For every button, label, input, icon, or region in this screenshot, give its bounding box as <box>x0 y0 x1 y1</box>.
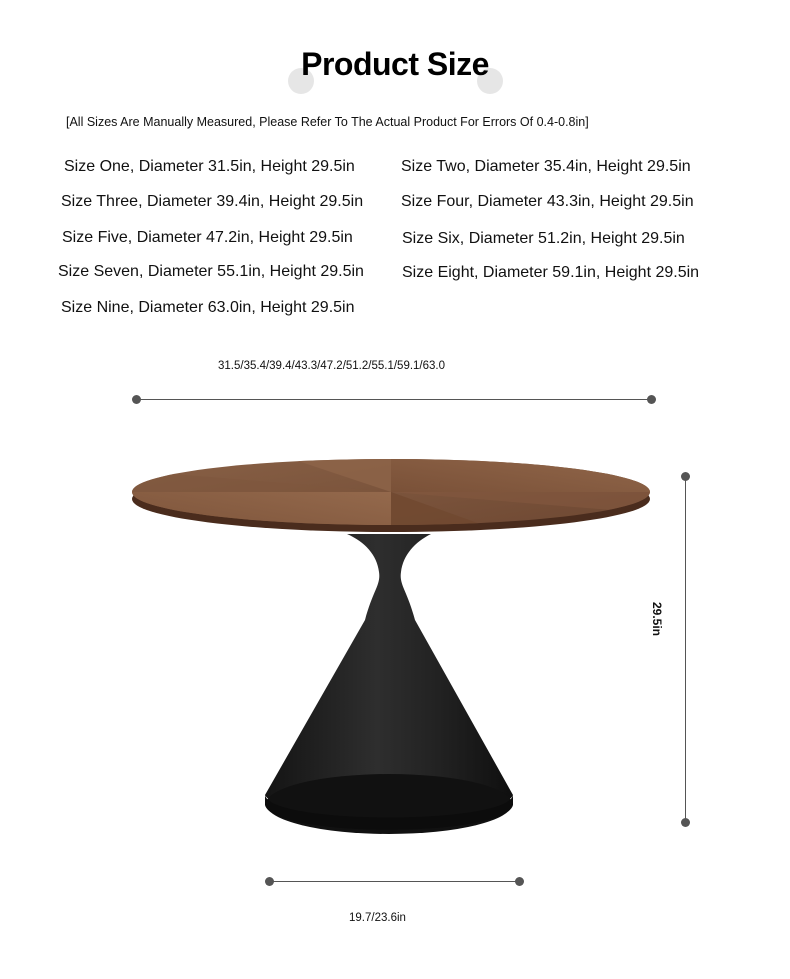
base-diameter-endpoint-right <box>515 877 524 886</box>
base-diameter-endpoint-left <box>265 877 274 886</box>
page-title: Product Size <box>301 46 489 82</box>
top-diameter-endpoint-right <box>647 395 656 404</box>
height-endpoint-top <box>681 472 690 481</box>
base-diameter-line <box>269 881 519 882</box>
measurement-note: [All Sizes Are Manually Measured, Please Refer To The Actual Product For Errors Of 0.4-0.8in] <box>66 115 589 129</box>
size-item-seven: Size Seven, Diameter 55.1in, Height 29.5in <box>58 263 364 280</box>
size-item-one: Size One, Diameter 31.5in, Height 29.5in <box>64 158 355 175</box>
height-endpoint-bottom <box>681 818 690 827</box>
base-diameter-label: 19.7/23.6in <box>349 912 406 924</box>
top-diameter-endpoint-left <box>132 395 141 404</box>
size-item-nine: Size Nine, Diameter 63.0in, Height 29.5in <box>61 299 355 316</box>
top-diameter-line <box>136 399 652 400</box>
size-item-six: Size Six, Diameter 51.2in, Height 29.5in <box>402 230 685 247</box>
size-item-four: Size Four, Diameter 43.3in, Height 29.5in <box>401 193 694 210</box>
height-label: 29.5in <box>650 601 665 637</box>
height-line <box>685 476 686 822</box>
size-item-three: Size Three, Diameter 39.4in, Height 29.5in <box>61 193 364 210</box>
table-base <box>265 534 513 834</box>
size-item-eight: Size Eight, Diameter 59.1in, Height 29.5in <box>402 264 700 281</box>
size-item-two: Size Two, Diameter 35.4in, Height 29.5in <box>401 158 691 175</box>
top-diameter-label: 31.5/35.4/39.4/43.3/47.2/51.2/55.1/59.1/63.0 <box>218 360 446 372</box>
size-item-five: Size Five, Diameter 47.2in, Height 29.5in <box>62 229 353 246</box>
table-illustration <box>125 450 660 845</box>
